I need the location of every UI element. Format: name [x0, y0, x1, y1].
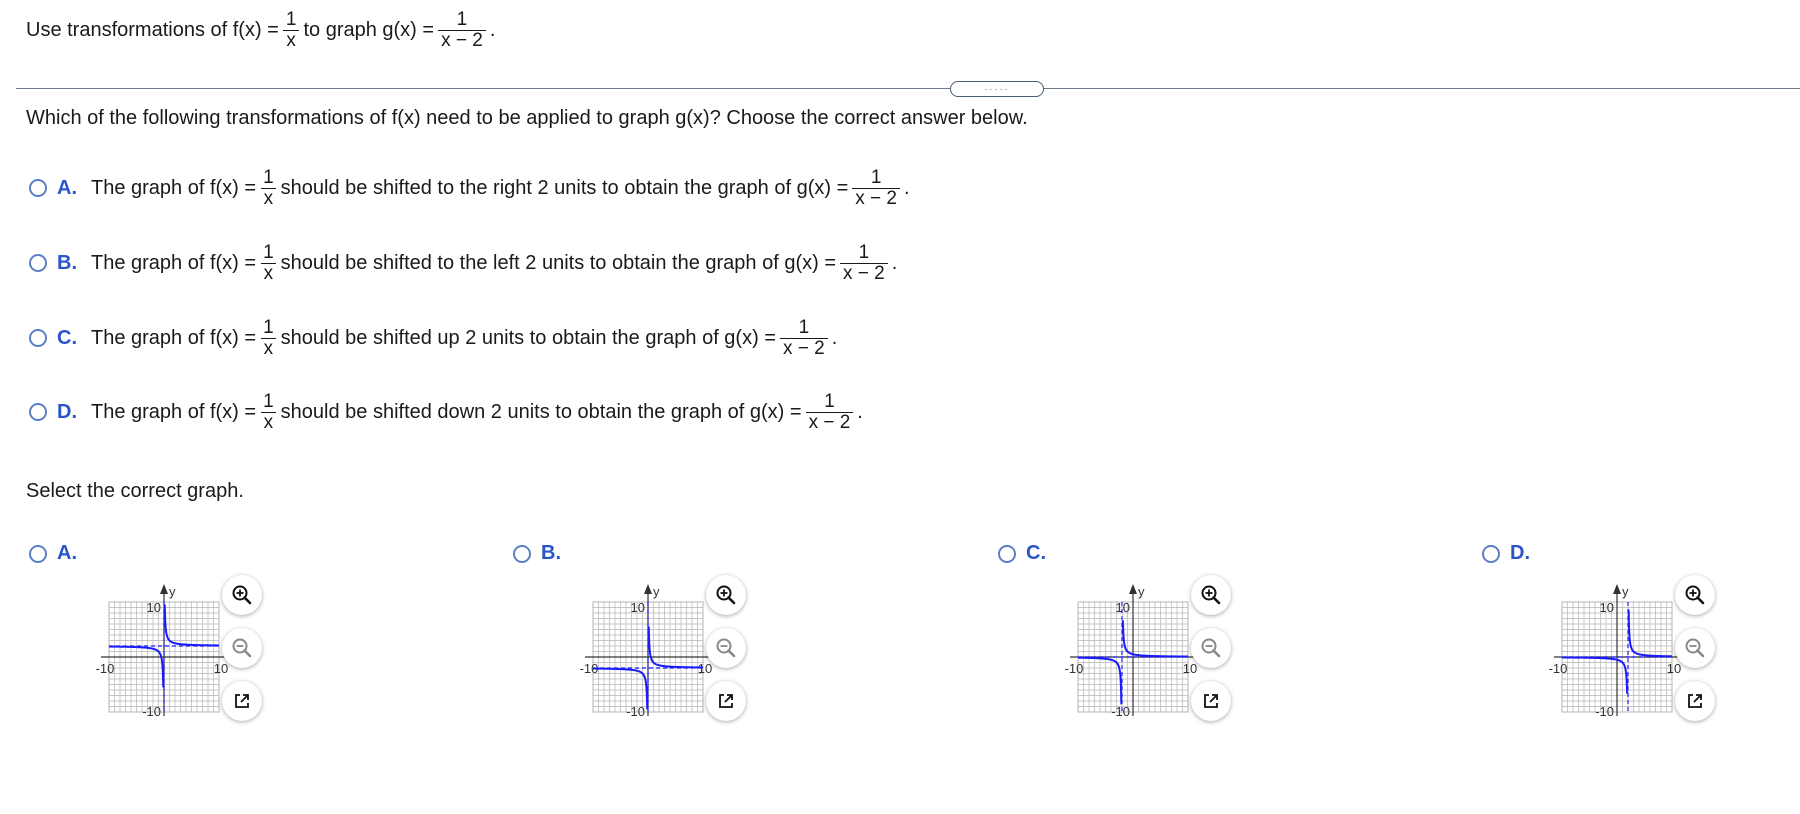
- y-axis-label: y: [1622, 584, 1629, 599]
- tick-label: 10: [146, 600, 161, 615]
- popout-icon: [1201, 691, 1221, 711]
- tick-label: 10: [1115, 600, 1130, 615]
- zoom-in-icon: [1200, 584, 1222, 606]
- tick-label: 10: [1599, 600, 1614, 615]
- zoom-out-icon: [1684, 637, 1706, 659]
- graph-thumbnail[interactable]: [1033, 580, 1198, 730]
- f-fraction: $\frac{1}{x}$: [260, 318, 277, 359]
- zoom-out-button[interactable]: [1675, 628, 1715, 668]
- radio-button[interactable]: [29, 254, 47, 272]
- option-letter: C.: [57, 326, 77, 349]
- option-letter: A.: [57, 176, 77, 199]
- option-letter: D.: [57, 400, 77, 423]
- radio-button[interactable]: [998, 545, 1016, 563]
- option-text-mid: should be shifted down 2 units to obtain the graph of g(x) =: [280, 400, 802, 423]
- radio-button[interactable]: [1482, 545, 1500, 563]
- radio-button[interactable]: [29, 545, 47, 563]
- zoom-out-icon: [1200, 637, 1222, 659]
- popout-icon: [232, 691, 252, 711]
- zoom-in-button[interactable]: [1675, 575, 1715, 615]
- problem-statement: Use transformations of f(x) = $\frac{1}{x}$ to graph g(x) = $\frac{1}{x - 2}$ .: [26, 9, 496, 51]
- tick-label: 10: [1666, 661, 1682, 676]
- y-axis-arrow: [1129, 584, 1137, 594]
- zoom-out-button[interactable]: [706, 628, 746, 668]
- option-text-mid: should be shifted to the left 2 units to obtain the graph of g(x) =: [280, 251, 837, 274]
- option-letter: B.: [541, 542, 561, 564]
- popout-button[interactable]: [706, 681, 746, 721]
- zoom-in-icon: [1684, 584, 1706, 606]
- question-text: Which of the following transformations of f(x) need to be applied to graph g(x)? Choose the correct answer below.: [26, 107, 1028, 129]
- answer-option-a[interactable]: A. The graph of f(x) = $\frac{1}{x}$ should be shifted to the right 2 units to obtain the graph of g(x) = $\frac{1}{x - 2}$ .: [29, 168, 910, 209]
- g-fraction: $\frac{1}{x - 2}$: [852, 168, 900, 209]
- g-fraction: $\frac{1}{x - 2}$: [840, 243, 888, 284]
- option-text-pre: The graph of f(x) =: [91, 326, 257, 349]
- tick-label: -10: [579, 661, 599, 676]
- y-axis-arrow: [644, 584, 652, 594]
- zoom-out-button[interactable]: [222, 628, 262, 668]
- f-fraction: $\frac{1}{x}$: [260, 243, 277, 284]
- zoom-out-icon: [231, 637, 253, 659]
- option-text-pre: The graph of f(x) =: [91, 400, 257, 423]
- graph-thumbnail[interactable]: [548, 580, 713, 730]
- f-fraction: $\frac{1}{x}$: [260, 168, 277, 209]
- zoom-out-icon: [715, 637, 737, 659]
- graph-thumbnail[interactable]: [1517, 580, 1682, 730]
- y-axis-arrow: [160, 584, 168, 594]
- tick-label: -10: [1064, 661, 1084, 676]
- zoom-in-button[interactable]: [1191, 575, 1231, 615]
- option-text-pre: The graph of f(x) =: [91, 176, 257, 199]
- y-axis-label: y: [653, 584, 660, 599]
- answer-option-b[interactable]: B. The graph of f(x) = $\frac{1}{x}$ should be shifted to the left 2 units to obtain the graph of g(x) = $\frac{1}{x - 2}$ .: [29, 243, 897, 284]
- zoom-out-button[interactable]: [1191, 628, 1231, 668]
- y-axis-label: y: [169, 584, 176, 599]
- answer-option-d[interactable]: D. The graph of f(x) = $\frac{1}{x}$ should be shifted down 2 units to obtain the graph of g(x) = $\frac{1}{x - 2}$ .: [29, 392, 863, 433]
- option-text-mid: should be shifted up 2 units to obtain the graph of g(x) =: [280, 326, 776, 349]
- option-text-mid: should be shifted to the right 2 units to obtain the graph of g(x) =: [280, 176, 849, 199]
- tick-label: -10: [626, 704, 645, 719]
- option-text-pre: The graph of f(x) =: [91, 251, 257, 274]
- option-letter: B.: [57, 251, 77, 274]
- popout-button[interactable]: [222, 681, 262, 721]
- f-fraction: $\frac{1}{x}$: [283, 10, 300, 51]
- tick-label: -10: [95, 661, 115, 676]
- tick-label: 10: [213, 661, 229, 676]
- tick-label: 10: [697, 661, 713, 676]
- divider-line: [16, 88, 1800, 89]
- option-letter: D.: [1510, 542, 1530, 564]
- divider-drag-handle[interactable]: ·····: [950, 81, 1044, 97]
- zoom-in-button[interactable]: [706, 575, 746, 615]
- popout-button[interactable]: [1675, 681, 1715, 721]
- tick-label: 10: [1182, 661, 1198, 676]
- option-letter: A.: [57, 542, 77, 564]
- g-fraction: $\frac{1}{x - 2}$: [438, 10, 486, 51]
- g-fraction: $\frac{1}{x - 2}$: [780, 318, 828, 359]
- intro-text: Use transformations of f(x) =: [26, 18, 279, 41]
- g-fraction: $\frac{1}{x - 2}$: [806, 392, 854, 433]
- zoom-in-button[interactable]: [222, 575, 262, 615]
- intro-mid-text: to graph g(x) =: [303, 18, 435, 41]
- y-axis-arrow: [1613, 584, 1621, 594]
- radio-button[interactable]: [29, 403, 47, 421]
- popout-icon: [1685, 691, 1705, 711]
- option-letter: C.: [1026, 542, 1046, 564]
- tick-label: -10: [1548, 661, 1568, 676]
- answer-option-c[interactable]: C. The graph of f(x) = $\frac{1}{x}$ should be shifted up 2 units to obtain the graph of g(x) = $\frac{1}{x - 2}$ .: [29, 318, 837, 359]
- radio-button[interactable]: [29, 329, 47, 347]
- y-axis-label: y: [1138, 584, 1145, 599]
- tick-label: 10: [630, 600, 645, 615]
- zoom-in-icon: [715, 584, 737, 606]
- popout-icon: [716, 691, 736, 711]
- zoom-in-icon: [231, 584, 253, 606]
- tick-label: -10: [142, 704, 161, 719]
- radio-button[interactable]: [29, 179, 47, 197]
- radio-button[interactable]: [513, 545, 531, 563]
- graph-thumbnail[interactable]: [64, 580, 229, 730]
- popout-button[interactable]: [1191, 681, 1231, 721]
- tick-label: -10: [1111, 704, 1130, 719]
- graph-prompt: Select the correct graph.: [26, 480, 244, 502]
- f-fraction: $\frac{1}{x}$: [260, 392, 277, 433]
- tick-label: -10: [1595, 704, 1614, 719]
